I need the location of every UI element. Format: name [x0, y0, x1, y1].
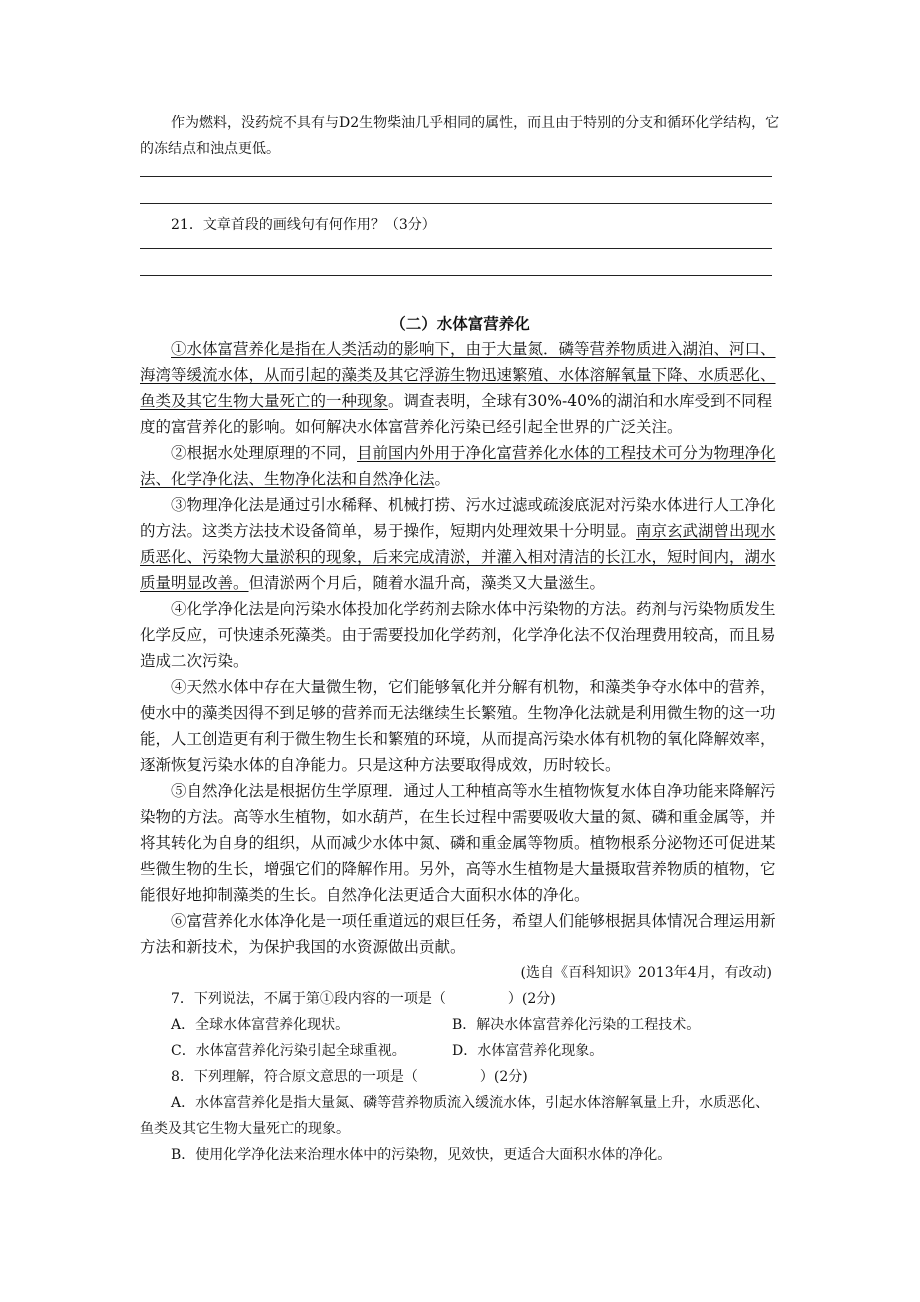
paragraph-2-lead: ②根据水处理原理的不同，: [171, 444, 358, 462]
question-8-stem: 8．下列理解，符合原文意思的一项是（: [171, 1069, 418, 1085]
question-7-stem: 7．下列说法，不属于第①段内容的一项是（: [171, 991, 446, 1007]
source-citation: (选自《百科知识》2013年4月，有改动): [520, 965, 772, 981]
section-title: （二）水体富营养化: [390, 314, 530, 333]
option-b[interactable]: B．解决水体富营养化污染的工程技术。: [452, 1017, 701, 1033]
document-page: [140, 110, 780, 1168]
paragraph-3-lead: ③物理净化法是通过引水稀释、机械打捞、污水过滤或疏浚底泥对污染水体进行人工净化的方法。这类方法技术设备简单，易于操作，短期内处理效果十分明显。: [140, 496, 776, 540]
option-a[interactable]: A．水体富营养化是指大量氮、磷等营养物质流入缓流水体，引起水体溶解氧量上升，水质恶化、鱼类及其它生物大量死亡的现象。: [140, 1095, 770, 1137]
question-21: 21．文章首段的画线句有何作用？（3分）: [171, 217, 436, 233]
paragraph-1-rest: 。调查表明，全球有30%-40%的湖泊和水库受到不同程度的富营养化的影响。如何解决水体富营养化污染已经引起全世界的广泛关注。: [140, 392, 773, 436]
option-b[interactable]: B．使用化学净化法来治理水体中的污染物，见效快，更适合大面积水体的净化。: [171, 1147, 672, 1163]
answer-line: [140, 248, 772, 249]
paragraph-6: ⑤自然净化法是根据仿生学原理．通过人工种植高等水生植物恢复水体自净功能来降解污染物的方法。高等水生植物，如水葫芦，在生长过程中需要吸收大量的氮、磷和重金属等，并将其转化为自身的组织，从而减少水体中氮、磷和重金属等物质。植物根系分泌物还可促进某些微生物的生长，增强它们的降解作用。另外，高等水生植物是大量摄取营养物质的植物，它能很好地抑制藻类的生长。自然净化法更适合大面积水体的净化。: [140, 782, 776, 904]
paragraph-4: ④化学净化法是向污染水体投加化学药剂去除水体中污染物的方法。药剂与污染物质发生化学反应，可快速杀死藻类。由于需要投加化学药剂，化学净化法不仅治理费用较高，而且易造成二次污染。: [140, 600, 776, 670]
question-8-score: ）(2分): [479, 1069, 528, 1085]
option-d[interactable]: D．水体富营养化现象。: [452, 1043, 604, 1059]
question-7-options-cd: [140, 1038, 780, 1064]
question-7-score: ）(2分): [507, 991, 556, 1007]
paragraph-7: ⑥富营养化水体净化是一项任重道远的艰巨任务，希望人们能够根据具体情况合理运用新方法和新技术，为保护我国的水资源做出贡献。: [140, 912, 776, 956]
paragraph-1: [140, 336, 780, 440]
paragraph-2-end: 。: [434, 470, 451, 488]
paragraph-5: ④天然水体中存在大量微生物，它们能够氧化并分解有机物，和藻类争夺水体中的营养，使水中的藻类因得不到足够的营养而无法继续生长繁殖。生物净化法就是利用微生物的这一功能，人工创造更有利于微生物生长和繁殖的环境，从而提高污染水体有机物的氧化降解效率，逐渐恢复污染水体的自净能力。只是这种方法要取得成效，历时较长。: [140, 678, 776, 774]
question-7: [140, 986, 780, 1012]
intro-paragraph: 作为燃料，没药烷不具有与D2生物柴油几乎相同的属性，而且由于特别的分支和循环化学结构，它的冻结点和浊点更低。: [140, 115, 780, 157]
question-8: [140, 1064, 780, 1090]
underlined-sentence: ①水体富营养化是指在人类活动的影响下，由于大量氮．磷等营养物质进入湖泊、河口、海湾等缓流水体，从而引起的藻类及其它浮游生物迅速繁殖、水体溶解氧量下降、水质恶化、鱼类及其它生物大量死亡的一种现象: [140, 340, 776, 410]
paragraph-3: [140, 492, 780, 596]
underlined-sentence: 南京玄武湖曾出现水质恶化、污染物大量淤积的现象，后来完成清淤，并灌入相对清洁的长江水，短时间内，湖水质量明显改善。: [140, 522, 776, 592]
paragraph-2: [140, 440, 780, 492]
paragraph-3-end: 但清淤两个月后，随着水温升高，藻类又大量滋生。: [248, 574, 606, 592]
answer-line: [140, 275, 772, 276]
underlined-sentence: 目前国内外用于净化富营养化水体的工程技术可分为物理净化法、化学净化法、生物净化法和自然净化法: [140, 444, 776, 488]
question-7-options-ab: [140, 1012, 780, 1038]
answer-line: [140, 203, 772, 204]
option-a[interactable]: A．全球水体富营养化现状。: [171, 1017, 350, 1033]
option-c[interactable]: C．水体富营养化污染引起全球重视。: [171, 1043, 406, 1059]
answer-line: [140, 176, 772, 177]
